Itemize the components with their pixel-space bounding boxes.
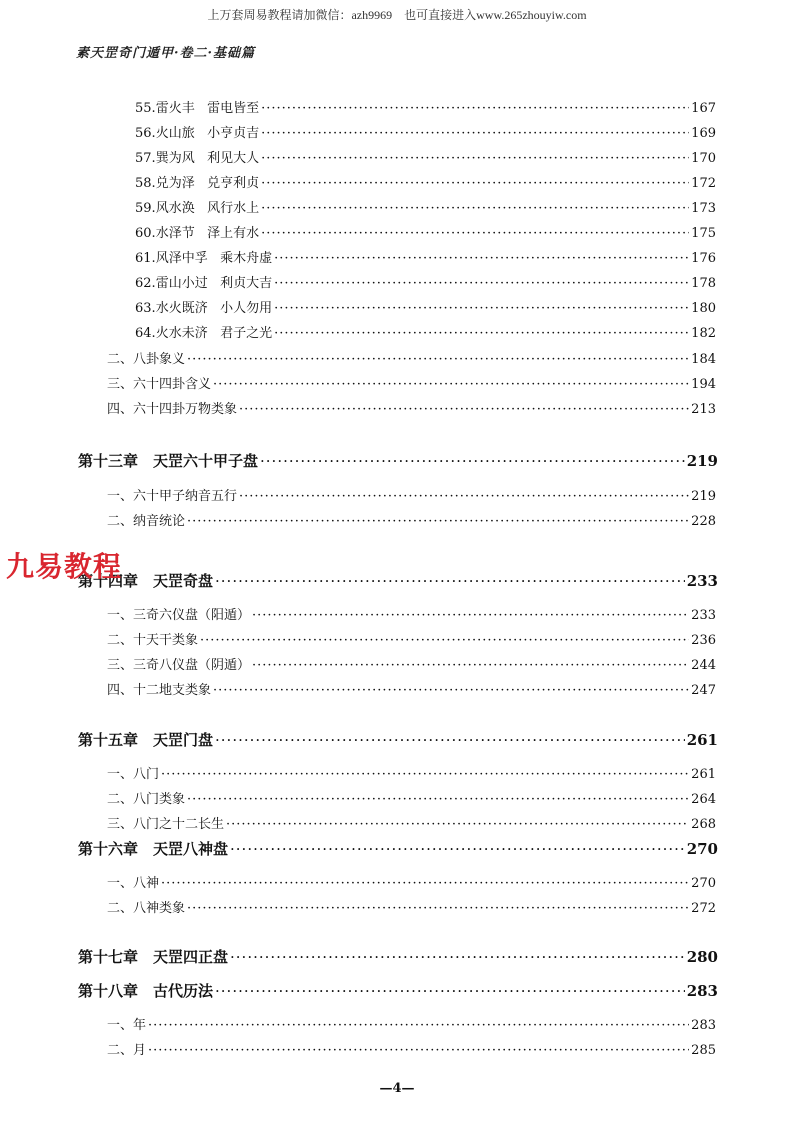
toc-section: 一、年 ····· 283 bbox=[107, 1014, 716, 1033]
toc-chapter: 第十四章 天罡奇盘 ····· 233 bbox=[78, 570, 718, 591]
toc-chapter: 第十七章 天罡四正盘 ····· 280 bbox=[78, 946, 718, 967]
toc-item: 64. 火水未济 君子之光 ····· 182 bbox=[135, 322, 716, 341]
toc-chapter: 第十三章 天罡六十甲子盘 ····· 219 bbox=[78, 450, 718, 471]
toc-item: 61. 风泽中孚 乘木舟虚 ····· 176 bbox=[135, 247, 716, 266]
toc-section: 一、六十甲子纳音五行 ····· 219 bbox=[107, 485, 716, 504]
toc-item: 59. 风水涣 风行水上 ····· 173 bbox=[135, 197, 716, 216]
toc-item: 63. 水火既济 小人勿用 ····· 180 bbox=[135, 297, 716, 316]
toc-section: 三、六十四卦含义 ····· 194 bbox=[107, 373, 716, 392]
watermark: 九易教程 bbox=[6, 550, 123, 583]
toc-section: 三、八门之十二长生 ····· 268 bbox=[107, 813, 716, 832]
toc-section: 二、八门类象 ····· 264 bbox=[107, 788, 716, 807]
toc-item: 56. 火山旅 小亨贞吉 ····· 169 bbox=[135, 122, 716, 141]
toc-item: 55. 雷火丰 雷电皆至 ····· 167 bbox=[135, 97, 716, 116]
toc-section: 三、三奇八仪盘（阴遁） ····· 244 bbox=[107, 654, 716, 673]
page-number: —4— bbox=[379, 1081, 415, 1096]
toc-section: 二、八卦象义 ····· 184 bbox=[107, 348, 716, 367]
toc-section: 一、八门 ····· 261 bbox=[107, 763, 716, 782]
top-note: 上万套周易教程请加微信：azh9969 也可直接进入www.265zhouyiw.com bbox=[207, 8, 587, 22]
toc-section: 二、十天干类象 ····· 236 bbox=[107, 629, 716, 648]
running-head: 素天罡奇门遁甲·卷二·基础篇 bbox=[76, 46, 256, 61]
toc-section: 四、十二地支类象 ····· 247 bbox=[107, 679, 716, 698]
toc-section: 一、三奇六仪盘（阳遁） ····· 233 bbox=[107, 604, 716, 623]
toc-section: 二、纳音统论 ····· 228 bbox=[107, 510, 716, 529]
toc-item: 60. 水泽节 泽上有水 ····· 175 bbox=[135, 222, 716, 241]
toc-section: 二、八神类象 ····· 272 bbox=[107, 897, 716, 916]
toc-item: 57. 巽为风 利见大人 ····· 170 bbox=[135, 147, 716, 166]
toc-chapter: 第十六章 天罡八神盘 ····· 270 bbox=[78, 838, 718, 859]
toc-section: 一、八神 ····· 270 bbox=[107, 872, 716, 891]
toc-item: 58. 兑为泽 兑亨利贞 ····· 172 bbox=[135, 172, 716, 191]
toc-section: 二、月 ····· 285 bbox=[107, 1039, 716, 1058]
toc-chapter: 第十五章 天罡门盘 ····· 261 bbox=[78, 729, 718, 750]
toc-chapter: 第十八章 古代历法 ····· 283 bbox=[78, 980, 718, 1001]
toc-item: 62. 雷山小过 利贞大吉 ····· 178 bbox=[135, 272, 716, 291]
toc-section: 四、六十四卦万物类象 ····· 213 bbox=[107, 398, 716, 417]
